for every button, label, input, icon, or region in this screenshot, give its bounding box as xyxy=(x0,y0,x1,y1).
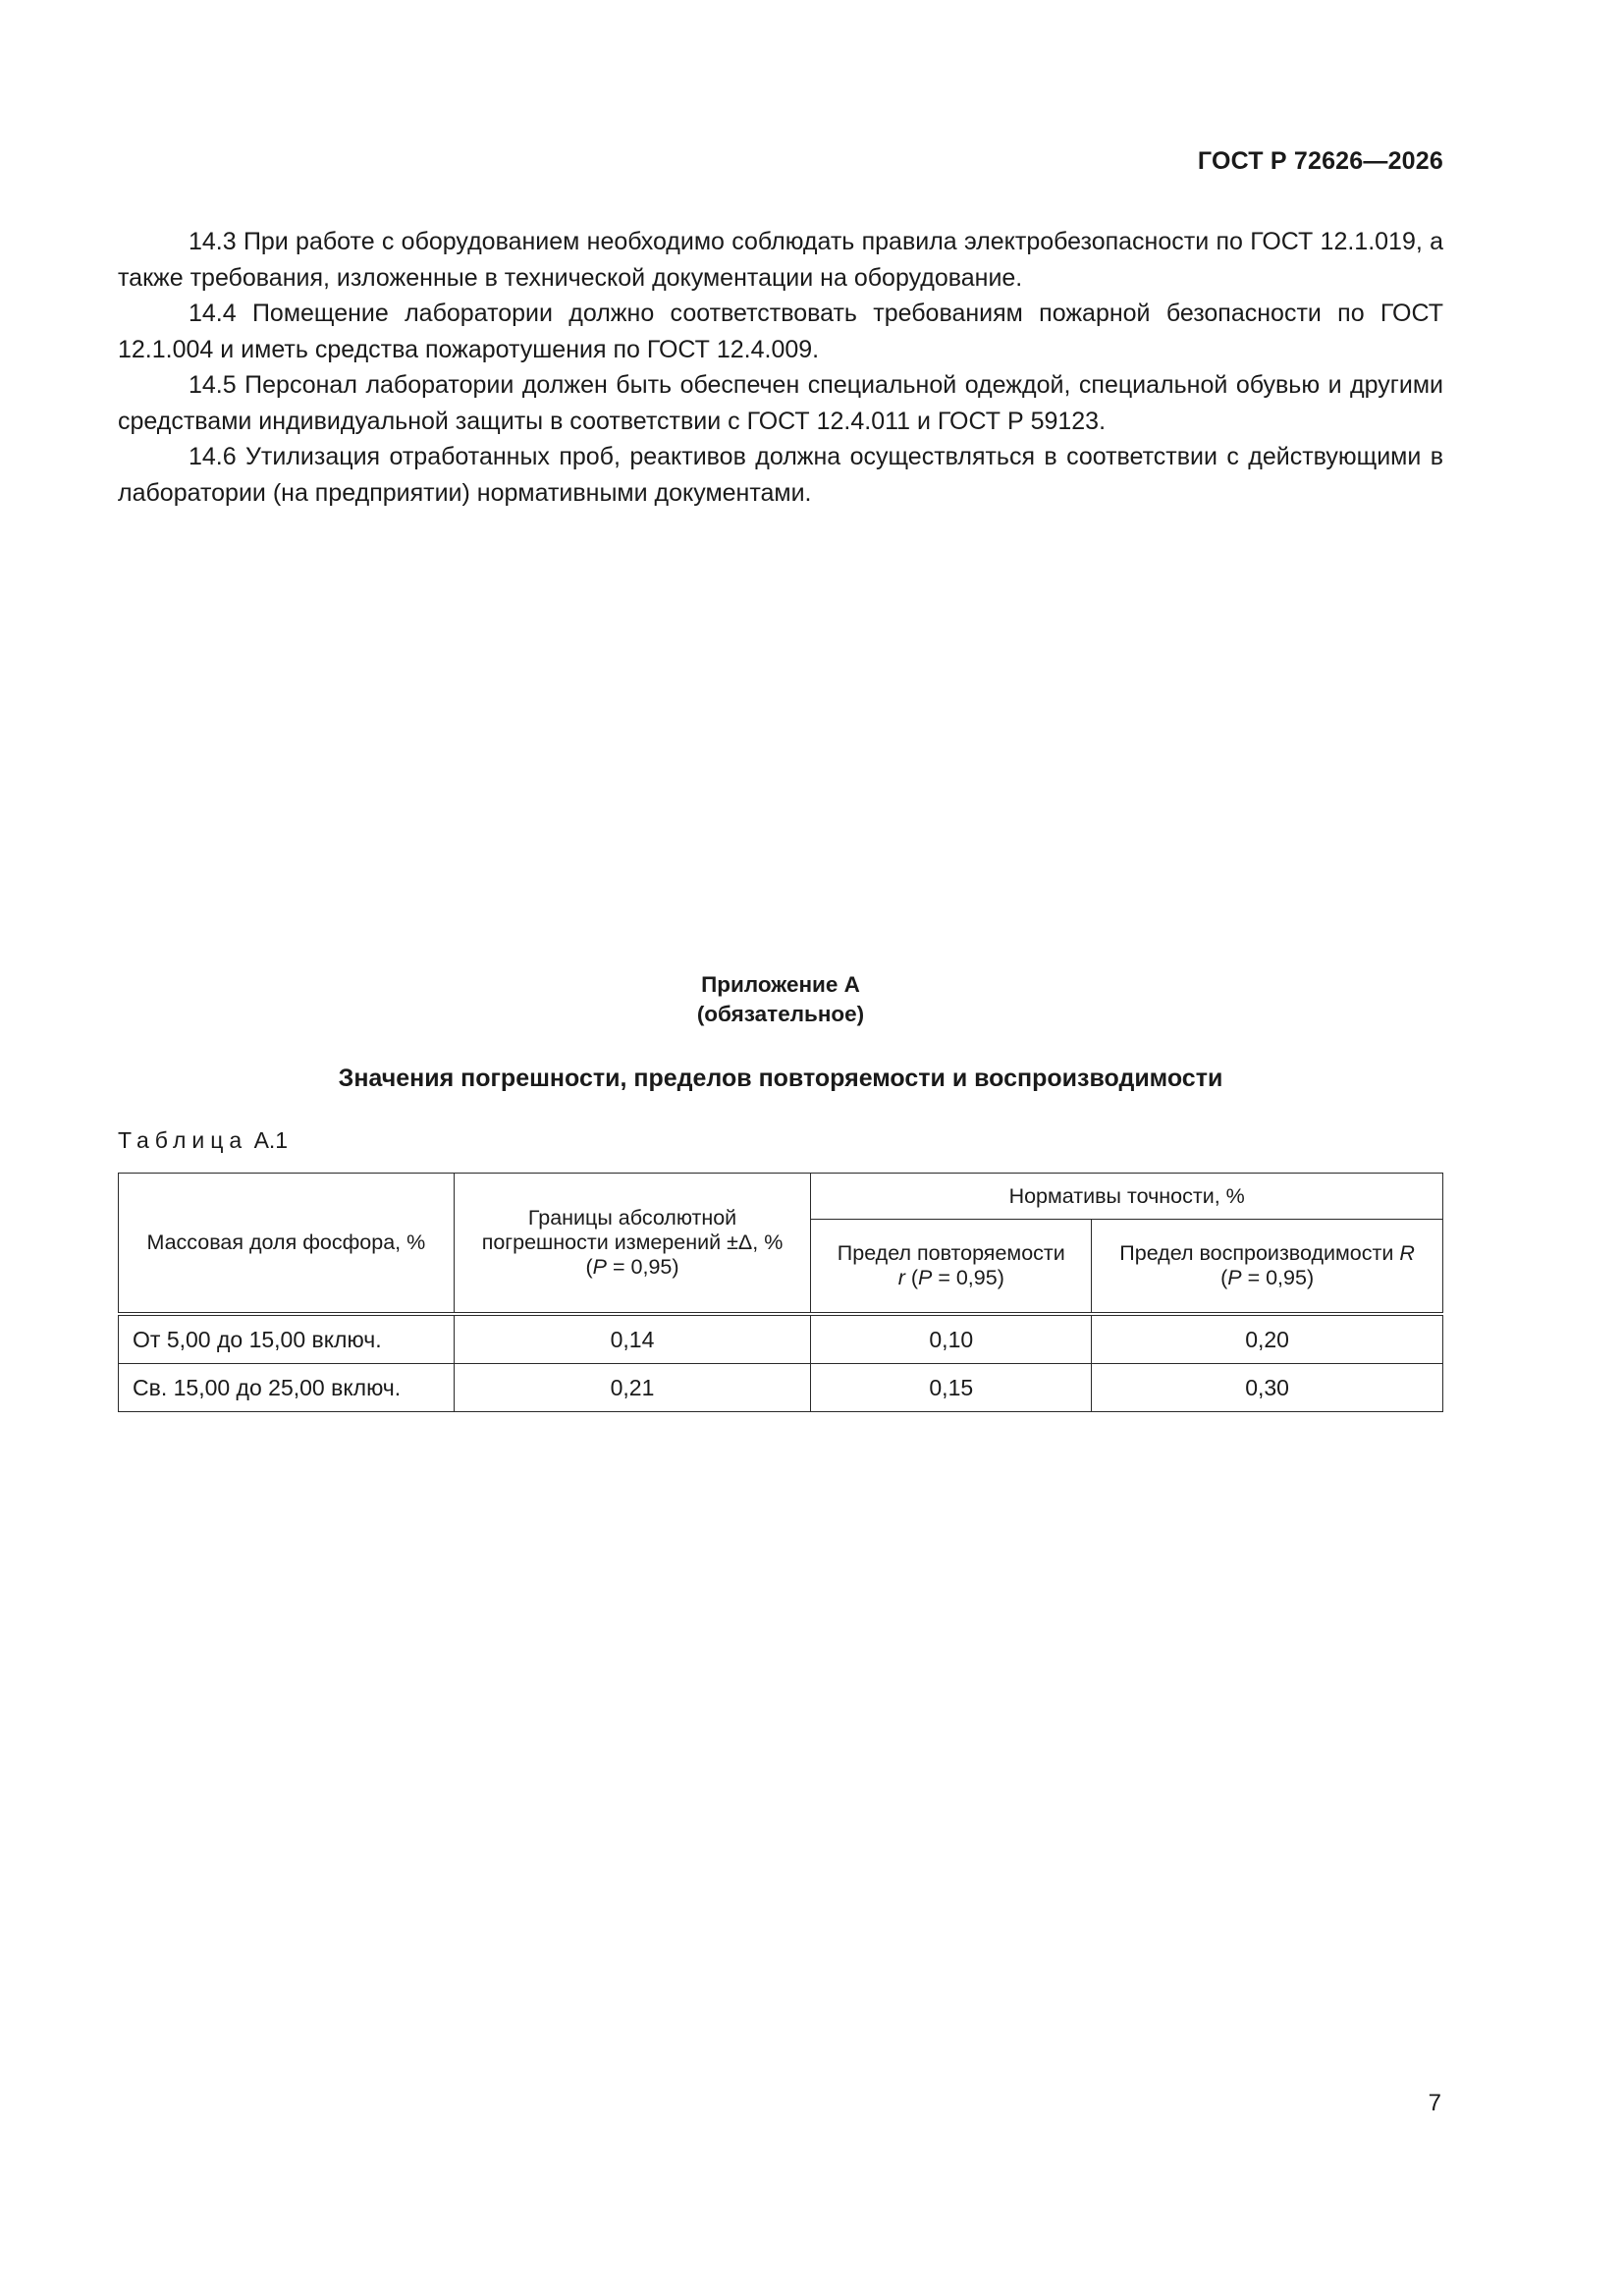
header-repeatability xyxy=(811,1220,1092,1315)
header-mass-fraction: Массовая доля фосфора, % xyxy=(119,1174,455,1315)
header-precision-norms: Нормативы точности, % xyxy=(811,1174,1443,1220)
header-repeatability-line2: r (P = 0,95) xyxy=(897,1266,1004,1289)
header-repeatability-p-symbol: P xyxy=(918,1266,933,1289)
accuracy-table xyxy=(118,1173,1443,1412)
paragraph-14-4: 14.4 Помещение лаборатории должно соответствовать требованиям пожарной безопасности по ГОСТ 12.1.004 и иметь средства пожаротушения по ГОСТ 12.4.009. xyxy=(118,300,1443,363)
cell-repeatability: 0,15 xyxy=(811,1364,1092,1412)
appendix-title: Приложение А xyxy=(701,972,860,997)
header-error-bounds-line2: погрешности измерений ±Δ, % xyxy=(481,1230,784,1254)
header-reproducibility-p-symbol: P xyxy=(1227,1266,1242,1289)
header-reproducibility-line1 xyxy=(1102,1241,1433,1266)
paragraph-14-5: 14.5 Персонал лаборатории должен быть обеспечен специальной одеждой, специальной обувью и другими средствами индивидуальной защиты в соответствии с ГОСТ 12.4.011 и ГОСТ Р 59123. xyxy=(118,371,1443,435)
page-number: 7 xyxy=(1428,2090,1441,2116)
body-text xyxy=(118,224,1443,511)
section-title: Значения погрешности, пределов повторяемости и воспроизводимости xyxy=(338,1065,1223,1092)
header-reproducibility-label: Предел воспроизводимости xyxy=(1119,1241,1394,1265)
cell-range: Св. 15,00 до 25,00 включ. xyxy=(119,1364,455,1412)
appendix-status: (обязательное) xyxy=(696,1002,865,1026)
appendix-heading xyxy=(0,970,1561,1029)
paragraph-14-3: 14.3 При работе с оборудованием необходимо соблюдать правила электробезопасности по ГОСТ 12.1.019, а также требования, изложенные в технической документации на оборудование. xyxy=(118,228,1443,292)
cell-range: От 5,00 до 15,00 включ. xyxy=(119,1314,455,1364)
header-error-bounds-line1: Границы абсолютной xyxy=(527,1206,737,1230)
table-row xyxy=(119,1314,1443,1364)
header-reproducibility-symbol: R xyxy=(1399,1241,1415,1265)
header-error-bounds-p-symbol: P xyxy=(592,1255,608,1279)
table-caption xyxy=(118,1127,288,1154)
header-error-bounds-p-value: = 0,95) xyxy=(607,1255,679,1279)
document-code: ГОСТ Р 72626—2026 xyxy=(1197,147,1443,175)
table-header-row xyxy=(119,1174,1443,1220)
header-repeatability-p-value: = 0,95) xyxy=(932,1266,1004,1289)
header-reproducibility-line2: (P = 0,95) xyxy=(1220,1266,1315,1289)
header-reproducibility xyxy=(1092,1220,1443,1315)
header-error-bounds-line3: (P = 0,95) xyxy=(585,1255,679,1279)
table-caption-id: А.1 xyxy=(253,1127,289,1153)
cell-repeatability: 0,10 xyxy=(811,1314,1092,1364)
table-row xyxy=(119,1364,1443,1412)
cell-reproducibility: 0,20 xyxy=(1092,1314,1443,1364)
cell-reproducibility: 0,30 xyxy=(1092,1364,1443,1412)
table-caption-word: Таблица xyxy=(118,1127,248,1153)
header-reproducibility-p-value: = 0,95) xyxy=(1241,1266,1315,1289)
header-error-bounds xyxy=(454,1174,811,1315)
paragraph-14-6: 14.6 Утилизация отработанных проб, реактивов должна осуществляться в соответствии с действующими в лаборатории (на предприятии) нормативными документами. xyxy=(118,443,1443,507)
cell-error: 0,14 xyxy=(454,1314,811,1364)
cell-error: 0,21 xyxy=(454,1364,811,1412)
header-repeatability-symbol: r xyxy=(897,1266,905,1289)
header-repeatability-line1: Предел повторяемости xyxy=(837,1241,1065,1265)
